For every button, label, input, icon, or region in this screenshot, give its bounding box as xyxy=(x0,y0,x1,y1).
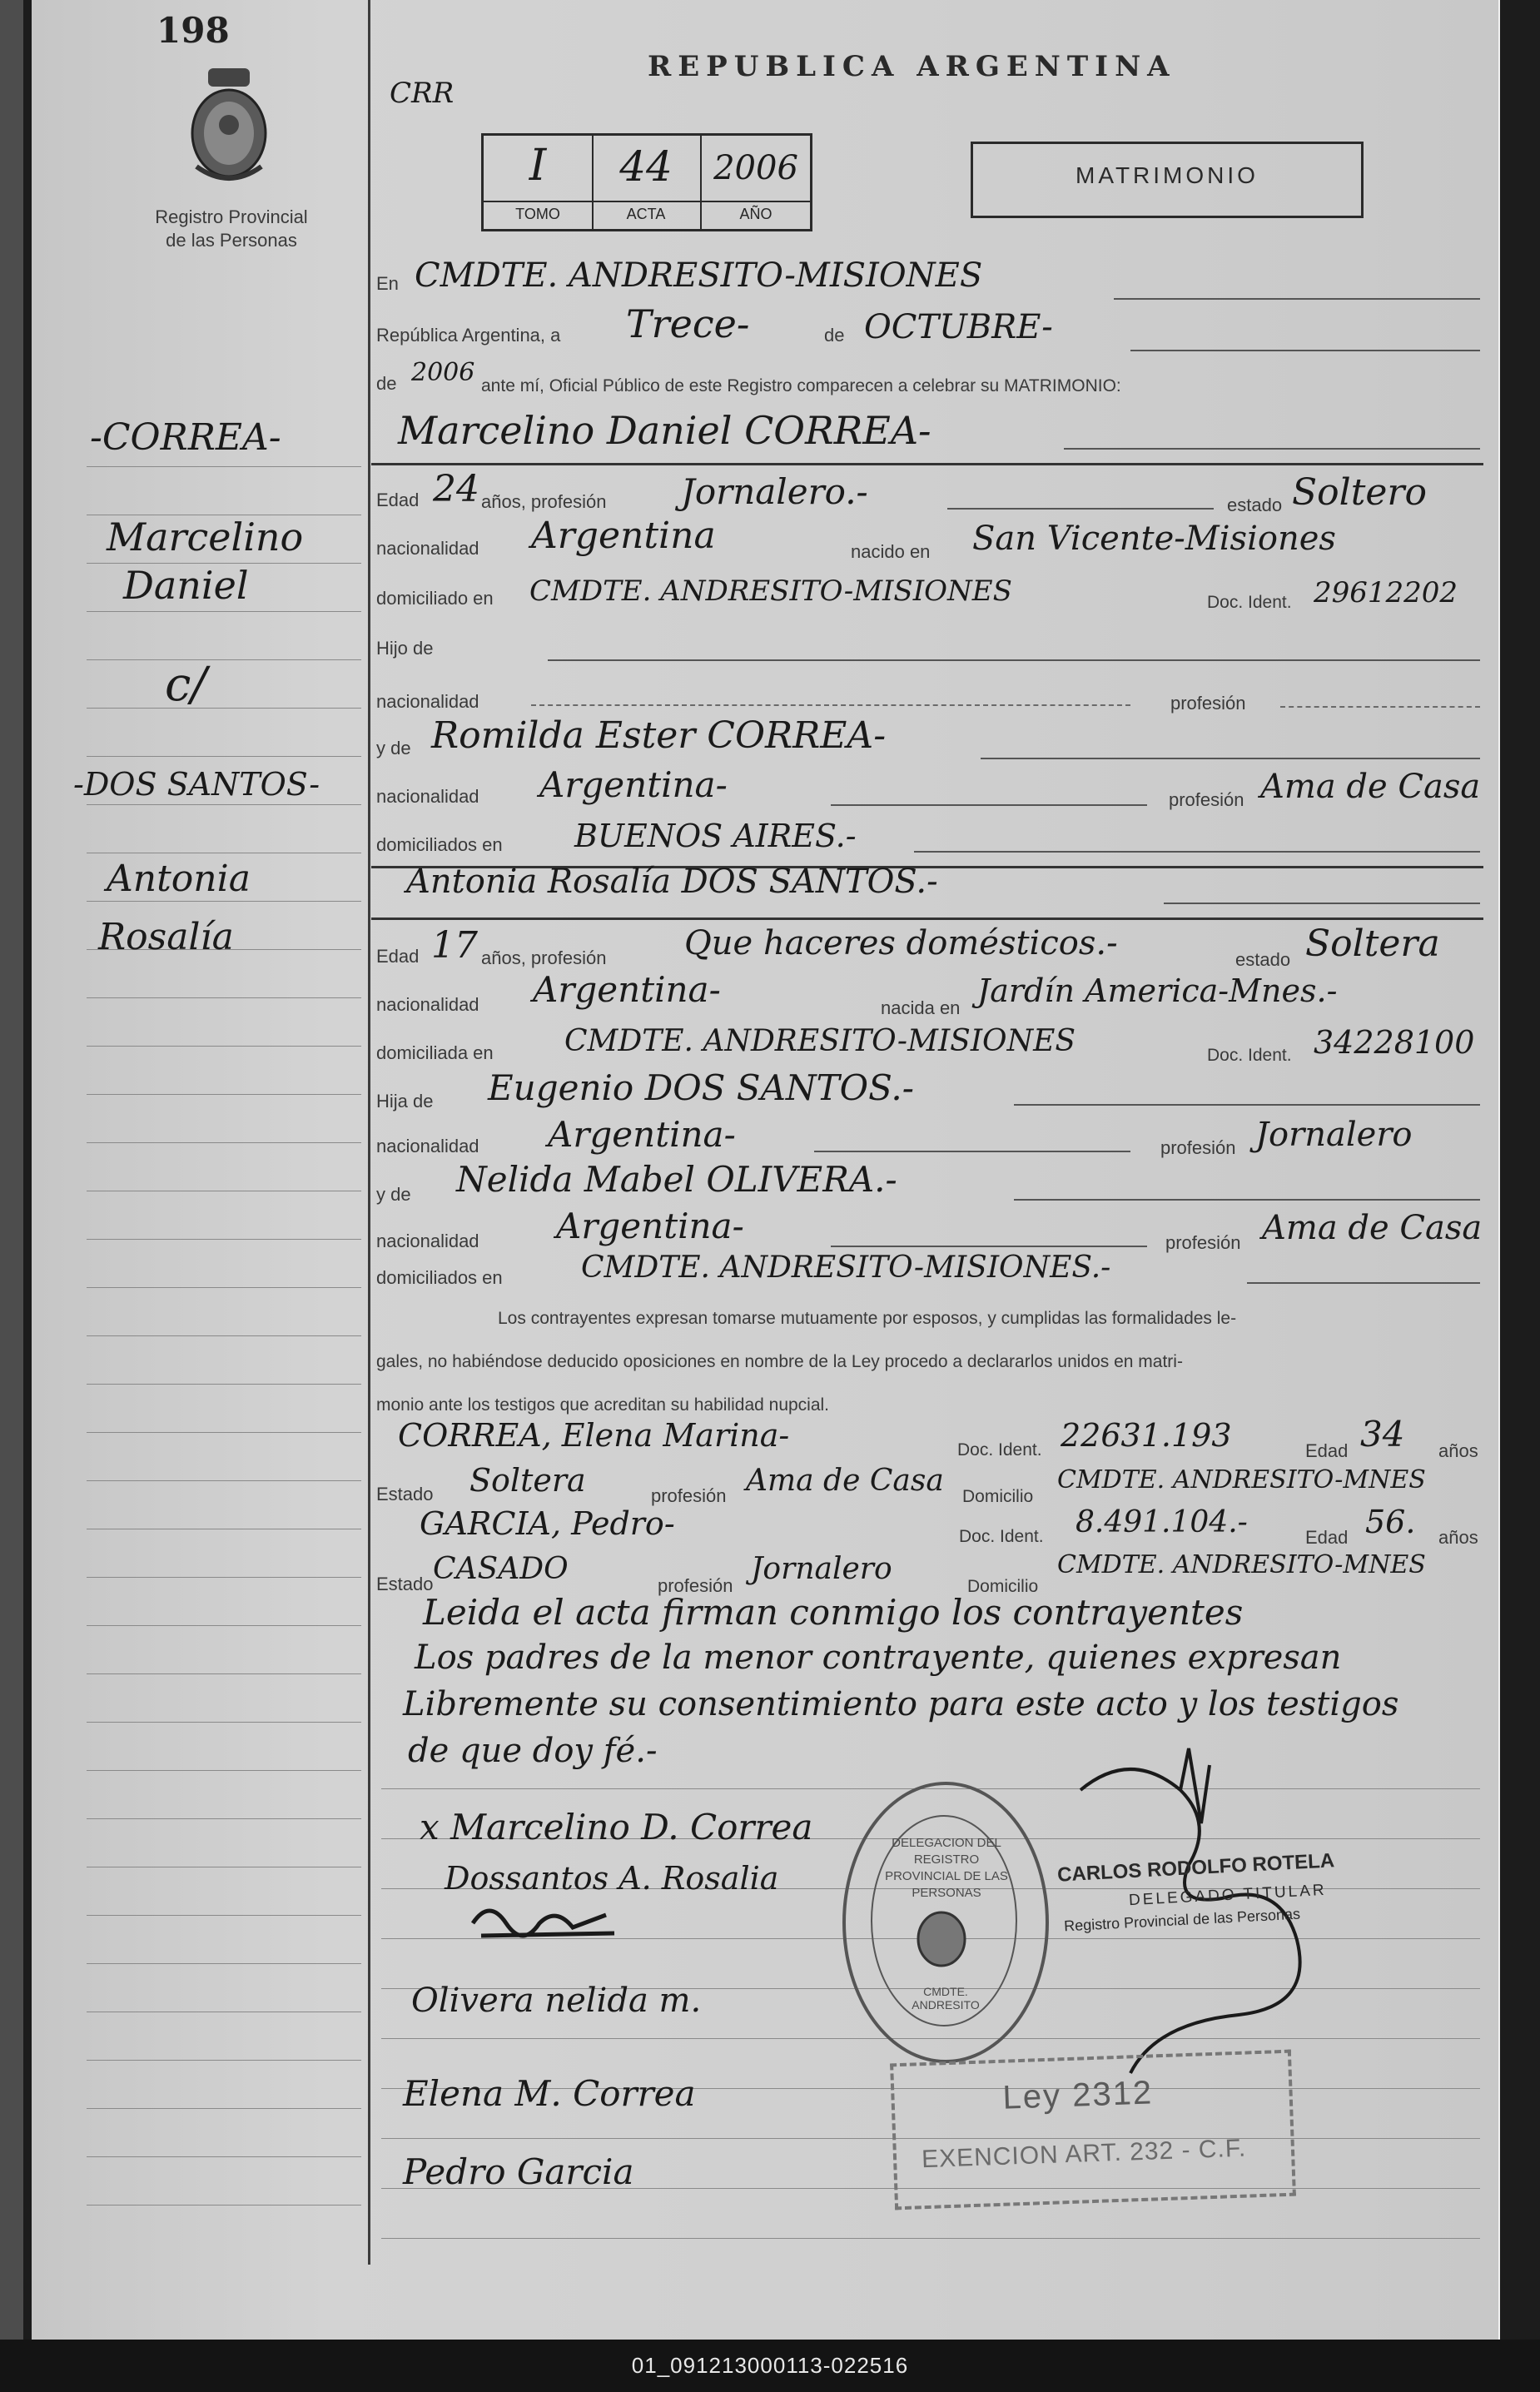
label-doc-bride: Doc. Ident. xyxy=(1207,1046,1292,1065)
witness1-name: CORREA, Elena Marina- xyxy=(398,1417,790,1454)
margin-rule-line xyxy=(87,1625,361,1626)
closing-line-4: de que doy fé.- xyxy=(408,1732,658,1770)
crr-note: CRR xyxy=(390,77,455,110)
round-stamp-inner: CMDTE. ANDRESITO xyxy=(912,1985,980,2012)
bride-nationality: Argentina- xyxy=(533,969,721,1010)
label-domiciliada-bride: domiciliada en xyxy=(376,1042,494,1063)
official-name: CARLOS RODOLFO ROTELA xyxy=(1056,1849,1335,1887)
groom-mother: Romilda Ester CORREA- xyxy=(431,714,887,757)
round-stamp-text: DELEGACION DEL REGISTRO PROVINCIAL DE LAS PERSONAS xyxy=(885,1836,1008,1900)
ley-stamp-line1: Ley 2312 xyxy=(1001,2074,1154,2116)
margin-rule-line xyxy=(87,1770,361,1771)
closing-line-1: Leida el acta firman conmigo los contrayentes xyxy=(423,1592,1244,1633)
margin-divider xyxy=(368,0,370,2265)
label-nacionalidad-father-bride: nacionalidad xyxy=(376,1136,479,1156)
margin-surname-1: -CORREA- xyxy=(90,416,281,459)
witness2-doc: 8.491.104.- xyxy=(1076,1505,1248,1539)
opening-place: CMDTE. ANDRESITO-MISIONES xyxy=(415,256,983,295)
label-doc-witness1: Doc. Ident. xyxy=(957,1440,1042,1460)
country-title: REPUBLICA ARGENTINA xyxy=(648,50,1176,83)
margin-rule-line xyxy=(87,1335,361,1336)
label-profesion-mother-groom: profesión xyxy=(1169,789,1244,810)
margin-rule-line xyxy=(87,756,361,757)
witness2-estado: CASADO xyxy=(433,1552,569,1586)
margin-rule-line xyxy=(87,2156,361,2157)
label-profesion-witness1: profesión xyxy=(651,1485,727,1506)
label-estado-groom: estado xyxy=(1227,495,1283,515)
margin-rule-line xyxy=(87,2060,361,2061)
bride-doc: 34228100 xyxy=(1314,1024,1475,1061)
ano-value: 2006 xyxy=(713,149,798,187)
act-type-box xyxy=(971,142,1364,218)
margin-rule-line xyxy=(87,1094,361,1095)
label-edad-groom: Edad xyxy=(376,490,420,510)
margin-rule-line xyxy=(87,804,361,805)
margin-rule-line xyxy=(87,1673,361,1674)
margin-given-name-2b: Rosalía xyxy=(98,916,234,958)
registry-name-line1: Registro Provincial xyxy=(155,206,308,227)
stamp-emblem-icon xyxy=(912,1910,971,1968)
margin-given-name-2a: Antonia xyxy=(107,858,251,900)
registry-round-stamp xyxy=(842,1782,1049,2063)
label-domicilio-witness1: Domicilio xyxy=(962,1487,1034,1506)
label-anos-profesion-groom: años, profesión xyxy=(481,491,607,512)
groom-domicile: CMDTE. ANDRESITO-MISIONES xyxy=(529,574,1012,608)
groom-mother-nationality: Argentina- xyxy=(539,764,728,805)
label-anos-profesion-bride: años, profesión xyxy=(481,947,607,968)
groom-profession: Jornalero.- xyxy=(681,471,868,512)
margin-rule-line xyxy=(87,1577,361,1578)
bride-name: Antonia Rosalía DOS SANTOS.- xyxy=(406,863,938,901)
act-type: MATRIMONIO xyxy=(1076,162,1259,188)
margin-rule-line xyxy=(87,997,361,998)
label-nacionalidad-mother-groom: nacionalidad xyxy=(376,786,479,807)
label-republica: República Argentina, a xyxy=(376,325,561,346)
bride-estado: Soltera xyxy=(1305,922,1440,965)
label-en: En xyxy=(376,273,399,294)
witness2-domicile: CMDTE. ANDRESITO-MNES xyxy=(1057,1550,1426,1579)
coat-of-arms-icon xyxy=(180,67,278,190)
groom-parents-domicile: BUENOS AIRES.- xyxy=(574,818,857,854)
label-nacionalidad-bride: nacionalidad xyxy=(376,994,479,1015)
signature-witness2: Pedro Garcia xyxy=(403,2151,634,2192)
signature-bride: Dossantos A. Rosalia xyxy=(445,1860,779,1897)
margin-rule-line xyxy=(87,1722,361,1723)
bride-father-nationality: Argentina- xyxy=(548,1114,736,1155)
tomo-value: I xyxy=(529,141,547,191)
margin-rule-line xyxy=(87,1046,361,1047)
bride-father: Eugenio DOS SANTOS.- xyxy=(488,1067,914,1108)
signature-groom: x Marcelino D. Correa xyxy=(420,1807,813,1847)
witness2-profession: Jornalero xyxy=(751,1552,892,1586)
groom-mother-profession: Ama de Casa xyxy=(1260,768,1481,806)
label-domiciliados-groom: domiciliados en xyxy=(376,834,503,855)
witness1-domicile: CMDTE. ANDRESITO-MNES xyxy=(1057,1465,1426,1494)
body-rule-line xyxy=(381,2238,1480,2239)
label-hijo-de: Hijo de xyxy=(376,638,434,659)
label-edad-witness2: Edad xyxy=(1305,1527,1349,1548)
label-hija-de: Hija de xyxy=(376,1091,434,1111)
binding-spine xyxy=(0,0,23,2392)
bride-birthplace: Jardín America-Mnes.- xyxy=(977,972,1338,1009)
document-page xyxy=(32,0,1500,2340)
groom-birthplace: San Vicente-Misiones xyxy=(972,520,1336,558)
label-y-de-bride: y de xyxy=(376,1184,411,1205)
margin-rule-line xyxy=(87,2108,361,2109)
bride-father-profession: Jornalero xyxy=(1255,1116,1413,1154)
opening-day: Trece- xyxy=(626,301,750,346)
label-domiciliados-bride: domiciliados en xyxy=(376,1267,503,1288)
folio-number: 198 xyxy=(156,10,230,51)
acta-label: ACTA xyxy=(626,206,666,222)
label-domiciliado-groom: domiciliado en xyxy=(376,588,494,609)
label-anos-witness2: años xyxy=(1438,1527,1478,1548)
margin-rule-line xyxy=(87,1963,361,1964)
registry-name-line2: de las Personas xyxy=(166,230,297,251)
label-domicilio-witness2: Domicilio xyxy=(967,1577,1039,1596)
margin-rule-line xyxy=(87,1384,361,1385)
groom-nationality: Argentina xyxy=(531,515,716,557)
ley-stamp-line2: EXENCION ART. 232 - C.F. xyxy=(921,2134,1247,2174)
label-profesion-mother-bride: profesión xyxy=(1165,1232,1241,1253)
official-organization: Registro Provincial de las Personas xyxy=(1063,1905,1301,1935)
margin-given-name-1a: Marcelino xyxy=(107,515,304,559)
groom-estado: Soltero xyxy=(1292,471,1427,514)
label-profesion-father-groom: profesión xyxy=(1170,693,1246,714)
bride-parents-domicile: CMDTE. ANDRESITO-MISIONES.- xyxy=(581,1251,1111,1285)
margin-rule-line xyxy=(87,2205,361,2206)
label-estado-witness2: Estado xyxy=(376,1574,434,1594)
bride-profession: Que haceres domésticos.- xyxy=(684,924,1118,962)
margin-rule-line xyxy=(87,1142,361,1143)
margin-rule-line xyxy=(87,1287,361,1288)
label-nacida-en: nacida en xyxy=(881,997,961,1018)
official-title: DELEGADO TITULAR xyxy=(1128,1881,1328,1910)
signature-father-scribble xyxy=(464,1890,631,1948)
label-de-2: de xyxy=(376,373,397,394)
margin-rule-line xyxy=(87,1480,361,1481)
opening-year: 2006 xyxy=(411,358,475,387)
label-nacido-en: nacido en xyxy=(851,541,931,562)
groom-name: Marcelino Daniel CORREA- xyxy=(398,408,931,453)
declaration-line-1: Los contrayentes expresan tomarse mutuamente por esposos, y cumplidas las formalidades le- xyxy=(498,1309,1237,1328)
opening-statement: ante mí, Oficial Público de este Registro comparecen a celebrar su MATRIMONIO: xyxy=(481,376,1121,395)
label-y-de-groom: y de xyxy=(376,738,411,758)
margin-rule-line xyxy=(87,901,361,902)
margin-rule-line xyxy=(87,1432,361,1433)
signature-bride-mother: Olivera nelida m. xyxy=(411,1982,702,2020)
ley-stamp xyxy=(890,2050,1296,2210)
tomo-label: TOMO xyxy=(515,206,560,222)
witness2-age: 56. xyxy=(1365,1504,1416,1540)
witness1-estado: Soltera xyxy=(469,1462,586,1499)
closing-line-2: Los padres de la menor contrayente, quienes expresan xyxy=(415,1639,1342,1677)
margin-rule-line xyxy=(87,659,361,660)
margin-rule-line xyxy=(87,611,361,612)
witness1-profession: Ama de Casa xyxy=(746,1464,944,1498)
label-profesion-witness2: profesión xyxy=(658,1575,733,1596)
bride-domicile: CMDTE. ANDRESITO-MISIONES xyxy=(564,1024,1076,1058)
label-edad-bride: Edad xyxy=(376,946,420,967)
groom-doc: 29612202 xyxy=(1314,576,1458,609)
label-nacionalidad-mother-bride: nacionalidad xyxy=(376,1231,479,1251)
label-estado-witness1: Estado xyxy=(376,1484,434,1504)
label-doc-groom: Doc. Ident. xyxy=(1207,593,1292,612)
margin-rule-line xyxy=(87,708,361,709)
label-doc-witness2: Doc. Ident. xyxy=(959,1527,1044,1546)
label-anos-witness1: años xyxy=(1438,1440,1478,1461)
closing-line-3: Libremente su consentimiento para este acto y los testigos xyxy=(403,1685,1399,1723)
declaration-line-2: gales, no habiéndose deducido oposiciones en nombre de la Ley procedo a declararlos unidos en matri- xyxy=(376,1352,1183,1371)
declaration-line-3: monio ante los testigos que acreditan su habilidad nupcial. xyxy=(376,1395,830,1415)
groom-age: 24 xyxy=(433,468,479,510)
bride-mother-profession: Ama de Casa xyxy=(1262,1209,1483,1247)
margin-rule-line xyxy=(87,466,361,467)
label-nacionalidad-father-groom: nacionalidad xyxy=(376,691,479,712)
margin-rule-line xyxy=(87,1239,361,1240)
label-profesion-father-bride: profesión xyxy=(1160,1137,1236,1158)
margin-conjunction: c/ xyxy=(165,658,207,712)
margin-rule-line xyxy=(87,1818,361,1819)
record-reference-box xyxy=(481,133,812,231)
label-de-1: de xyxy=(824,325,845,346)
ano-label: AÑO xyxy=(739,206,772,222)
opening-month: OCTUBRE- xyxy=(864,308,1053,346)
bride-mother-nationality: Argentina- xyxy=(556,1206,744,1246)
signature-witness1: Elena M. Correa xyxy=(403,2073,696,2114)
witness1-age: 34 xyxy=(1360,1414,1405,1455)
scan-id-footer: 01_091213000113-022516 xyxy=(0,2340,1540,2392)
label-edad-witness1: Edad xyxy=(1305,1440,1349,1461)
margin-surname-2: -DOS SANTOS- xyxy=(73,766,320,803)
label-estado-bride: estado xyxy=(1235,949,1291,970)
label-nacionalidad-groom: nacionalidad xyxy=(376,538,479,559)
bride-mother: Nelida Mabel OLIVERA.- xyxy=(456,1159,897,1200)
acta-value: 44 xyxy=(619,142,673,191)
margin-given-name-1b: Daniel xyxy=(123,563,249,608)
bride-age: 17 xyxy=(431,924,478,967)
margin-rule-line xyxy=(87,1915,361,1916)
witness1-doc: 22631.193 xyxy=(1061,1417,1232,1454)
witness2-name: GARCIA, Pedro- xyxy=(420,1505,675,1542)
